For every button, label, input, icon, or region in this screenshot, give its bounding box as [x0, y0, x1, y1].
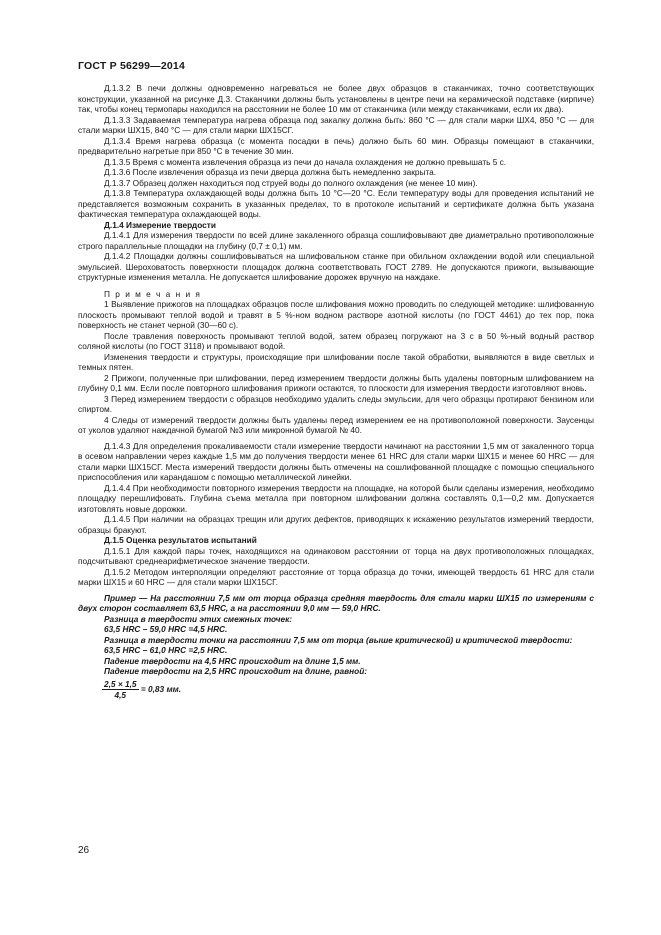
paragraph: Д.1.3.4 Время нагрева образца (с момента посадки в печь) должно быть 60 мин. Образцы помещают в стаканчики, предварительно нагретые при 850 °С в течение 30 мин.: [78, 135, 594, 156]
paragraph: Д.1.4.5 При наличии на образцах трещин или других дефектов, приводящих к искажению результатов измерений твердости, образцы бракуют.: [78, 514, 594, 535]
page-body: [78, 83, 594, 701]
note-paragraph: После травления поверхность промывают теплой водой, затем образец погружают на 3 с в 50 %-ный водный раствор соляной кислоты (по ГОСТ 3118) и промывают водой.: [78, 330, 594, 351]
paragraph: Д.1.5.2 Методом интерполяции определяют расстояние от торца образца до точки, имеющей твердость 61 HRC для стали марки ШХ15 и 60 HRC — для стали марки ШХ15СГ.: [78, 566, 594, 587]
paragraph: Д.1.4.2 Площадки должны сошлифовываться на шлифовальном станке при обильном охлаждении водой или специальной эмульсией. Шероховатость поверхности площадок должна соответствовать ГОСТ 2789. Не допускаются прижоги, вызывающие структурные изменения металла. Не допускается шлифование дорожек вручную на наждаке.: [78, 251, 594, 282]
notes-heading: П р и м е ч а н и я: [104, 288, 202, 299]
note-paragraph: 1 Выявление прижогов на площадках образцов после шлифования можно проводить по следующей методике: шлифованную плоскость промывают теплой водой и травят в 5 %-ном водном растворе азотной кислоты (по ГОСТ 4461) до тех пор, пока поверхность не станет черной (30—60 с).: [78, 299, 594, 330]
formula-result: = 0,83 мм.: [140, 683, 182, 694]
note-paragraph: 4 Следы от измерений твердости должны быть удалены перед измерением ее на противоположной поверхности. Заусенцы от уколов удаляют наждачной бумагой №3 или микронной бумагой № 40.: [78, 414, 594, 435]
note-paragraph: Изменения твердости и структуры, происходящие при шлифовании после такой обработки, выявляются в виде светлых и темных пятен.: [78, 351, 594, 372]
page-number: 26: [78, 845, 90, 856]
section-heading: Д.1.5 Оценка результатов испытаний: [104, 535, 257, 545]
fraction: [102, 679, 139, 701]
section-heading: Д.1.4 Измерение твердости: [104, 219, 216, 230]
paragraph: Д.1.4.4 При необходимости повторного измерения твердости на площадке, на которой были сделаны измерения, необходимо площадку перешлифовать. Глубина съема металла при повторном шлифовании должна составлять 0,1—0,2 мм. Допускается изготовлять новые дорожки.: [78, 482, 594, 514]
note-paragraph: 3 Перед измерением твердости с образцов необходимо удалить следы эмульсии, для чего образцы протирают бензином или спиртом.: [78, 393, 594, 414]
example-line: Падение твердости на 4,5 HRC происходит на длине 1,5 мм.: [104, 655, 361, 666]
example-line: 63,5 HRC – 61,0 HRC =2,5 HRC.: [104, 645, 228, 655]
paragraph: Д.1.3.8 Температура охлаждающей воды должна быть 10 °С—20 °С. Если температуру воды для проведения испытаний не представляется возможным сохранить в указанных пределах, то в протоколе испытаний и сертификате должна быть указана фактическая температура охлаждающей воды.: [78, 188, 594, 219]
example-line: Падение твердости на 2,5 HRC происходит на длине, равной:: [104, 666, 368, 676]
example-line: Разница в твердости этих смежных точек:: [104, 613, 293, 624]
paragraph: Д.1.3.7 Образец должен находиться под струей воды до полного охлаждения (не менее 10 мин).: [104, 177, 478, 188]
paragraph: Д.1.4.1 Для измерения твердости по всей длине закаленного образца сошлифовывают две диаметрально противоположные строго параллельные площадки на глубину (0,7 ± 0,1) мм.: [78, 230, 594, 251]
paragraph: Д.1.3.5 Время с момента извлечения образца из печи до начала охлаждения не должно превышать 5 с.: [104, 156, 507, 167]
example-line: Пример — На расстоянии 7,5 мм от торца образца средняя твердость для стали марки ШХ15 по измерениям с двух сторон составляет 63,5 HRC, а на расстоянии 9,0 мм — 59,0 HRC.: [78, 592, 594, 613]
paragraph: Д.1.5.1 Для каждой пары точек, находящихся на одинаковом расстоянии от торца на двух противоположных площадках, подсчитывают среднеарифметическое значение твердости.: [78, 545, 594, 566]
standard-header: ГОСТ Р 56299—2014: [78, 60, 186, 72]
fraction-numerator: 2,5 × 1,5: [104, 678, 137, 689]
fraction-formula: [104, 679, 594, 701]
paragraph: Д.1.3.6 После извлечения образца из печи дверца должна быть немедленно закрыта.: [104, 167, 437, 177]
fraction-denominator: 4,5: [114, 690, 127, 700]
example-line: Разница в твердости точки на расстоянии 7,5 мм от торца (выше критической) и критической твердости:: [104, 634, 573, 645]
paragraph: Д.1.3.3 Задаваемая температура нагрева образца под закалку должна быть: 860 °С — для стали марки ШХ4, 850 °С — для стали марки ШХ15, 840 °С — для стали марки ШХ15СГ.: [78, 114, 594, 135]
note-paragraph: 2 Прижоги, полученные при шлифовании, перед измерением твердости должны быть удалены повторным шлифованием на глубину 0,1 мм. Если после повторного шлифования прижоги остаются, то плоскости для измерения твердости изготовляют вновь.: [78, 372, 594, 393]
example-line: 63,5 HRC – 59,0 HRC =4,5 HRC.: [104, 624, 228, 634]
paragraph: Д.1.3.2 В печи должны одновременно нагреваться не более двух образцов в стаканчиках, точно соответствующих конструкции, указанной на рисунке Д.3. Стаканчики должны быть установлены в центре печи на керамической подставке (кирпиче) так, чтобы конец термопары находился на расстоянии не более 10 мм от стаканчика (или между стаканчиками, если их два).: [78, 83, 594, 114]
paragraph: Д.1.4.3 Для определения прокаливаемости стали измерение твердости начинают на расстоянии 1,5 мм от закаленного торца в осевом направлении через каждые 1,5 мм до получения твердости менее 61 HRC для стали марки ШХ15 и менее 60 HRC — для стали марки ШХ15СГ. Места измерений твердости должны быть отмечены на сошлифованной площадке с помощью специального приспособления или карандашом с помощью металлической линейки.: [78, 440, 594, 482]
